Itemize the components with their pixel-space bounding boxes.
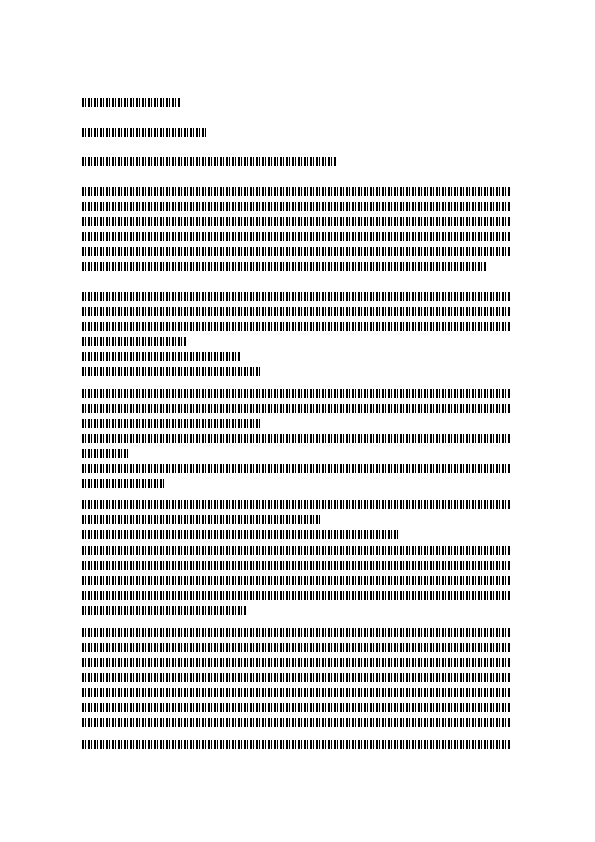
body-line [82,703,510,712]
body-line [82,449,129,458]
body-line [82,606,247,615]
body-line [82,419,260,428]
body-line [82,479,164,488]
body-line [82,673,510,682]
body-line [82,352,240,361]
body-line [82,202,510,211]
body-line [82,718,510,727]
body-line [82,434,510,443]
body-line [82,187,510,196]
body-line [82,232,510,241]
body-line [82,591,510,600]
body-line [82,404,510,413]
body-line [82,247,510,256]
body-line [82,643,510,652]
body-line [82,546,510,555]
document-title [82,98,180,107]
body-line [82,337,187,346]
body-line [82,217,510,226]
body-line [82,322,510,331]
body-line [82,530,400,539]
body-line [82,500,510,509]
body-line [82,307,510,316]
body-line [82,740,510,749]
body-line [82,576,510,585]
body-line [82,561,510,570]
section-heading [82,157,337,166]
body-line [82,367,260,376]
document-subtitle [82,128,206,137]
body-line [82,262,487,271]
body-line [82,515,320,524]
body-line [82,464,510,473]
body-line [82,658,510,667]
body-line [82,389,510,398]
body-line [82,292,510,301]
body-line [82,688,510,697]
body-line [82,628,510,637]
